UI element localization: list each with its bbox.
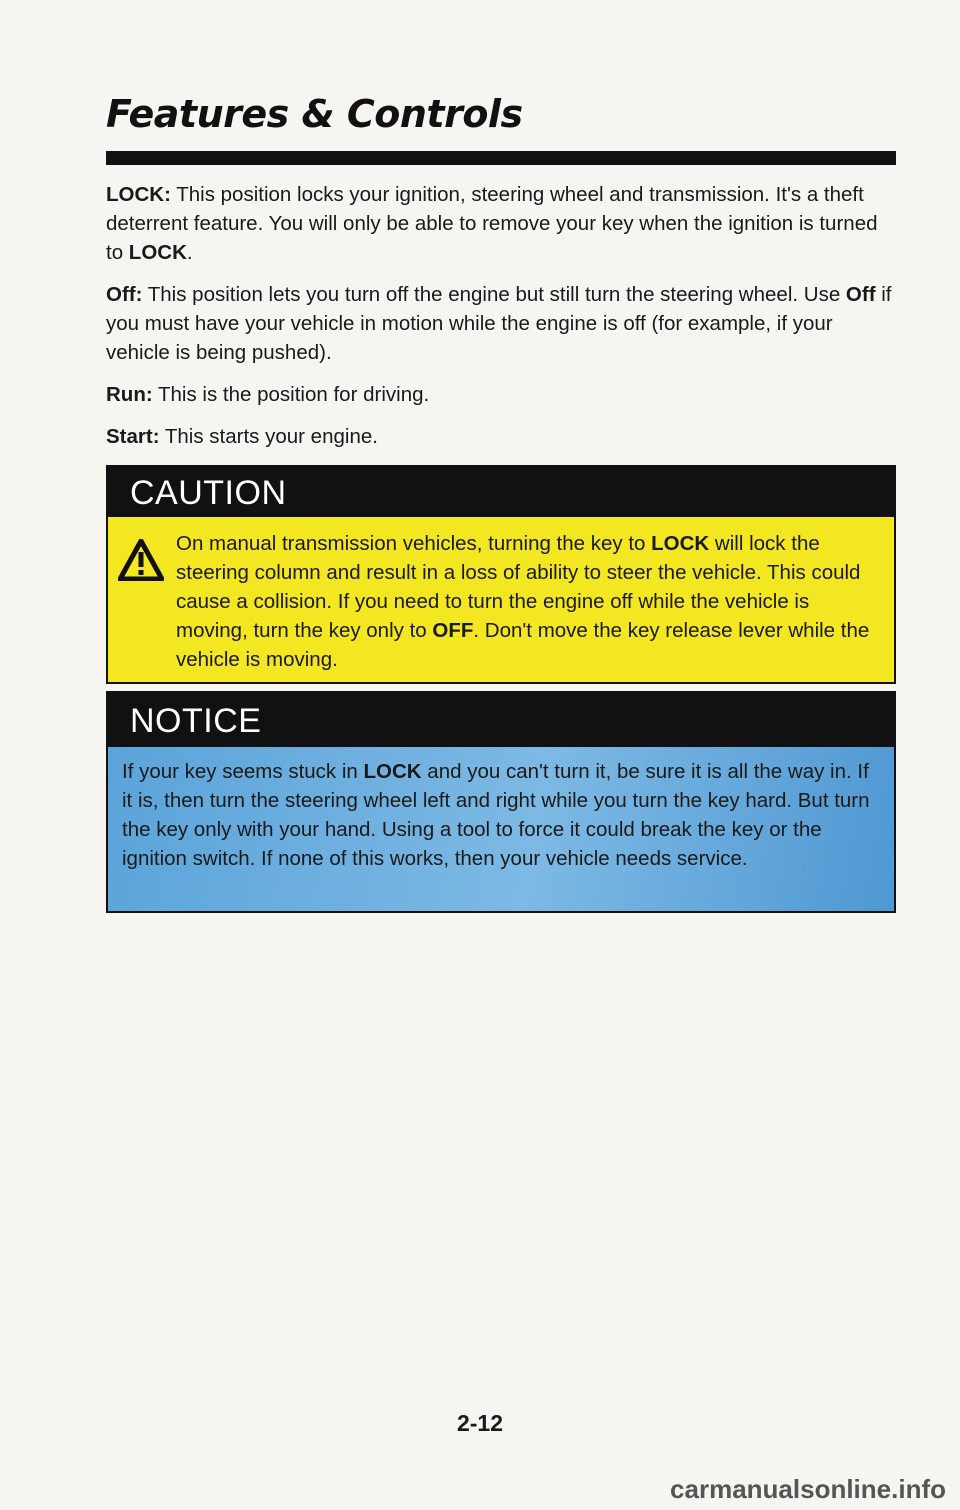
run-term: Run: (106, 383, 153, 406)
page-number: 2-12 (456, 1410, 504, 1436)
ignition-positions-text (106, 180, 896, 464)
run-text: This is the position for driving. (152, 383, 430, 406)
off-text-2: if you must have your vehicle in motion while the engine is off (for example, if your vehicle is being pushed). (106, 283, 892, 364)
notice-box (106, 691, 896, 913)
notice-body (108, 747, 894, 883)
start-paragraph (106, 422, 896, 451)
caution-header: CAUTION (108, 467, 894, 517)
run-paragraph (106, 380, 896, 409)
lock-paragraph (106, 180, 896, 267)
notice-header: NOTICE (108, 693, 894, 747)
notice-text-1: If your key seems stuck in (122, 760, 364, 783)
header-rule (106, 151, 896, 165)
start-term: Start: (106, 425, 160, 448)
caution-strong-lock: LOCK (651, 532, 710, 555)
caution-text-1: On manual transmission vehicles, turning the key to (176, 532, 652, 555)
watermark: carmanualsonline.info (670, 1474, 946, 1504)
lock-text-2: . (186, 241, 193, 264)
lock-term: LOCK: (106, 183, 171, 206)
off-term: Off: (106, 283, 143, 306)
off-paragraph (106, 280, 896, 367)
warning-triangle-icon (118, 539, 164, 581)
caution-text-3: . Don't move the key release lever while the vehicle is moving. (176, 619, 870, 671)
caution-text-2: will lock the steering column and result in a loss of ability to steer the vehicle. This could cause a collision. If you need to turn the engine off while the vehicle is moving, turn the key only to (176, 532, 861, 642)
notice-strong-lock: LOCK (363, 760, 422, 783)
off-text-1: This position lets you turn off the engine but still turn the steering wheel. Use (142, 283, 846, 306)
notice-text-2: and you can't turn it, be sure it is all the way in. If it is, then turn the steering wheel left and right while you turn the key hard. But turn the key only with your hand. Using a tool to force it could break the key or the ignition switch. If none of this works, then your vehicle needs service. (122, 760, 870, 870)
caution-strong-off: OFF (432, 619, 474, 642)
page-title: Features & Controls (106, 92, 523, 136)
lock-text-1: This position locks your ignition, steering wheel and transmission. It's a theft deterrent feature. You will only be able to remove your key when the ignition is turned to (106, 183, 878, 264)
off-strong: Off (845, 283, 876, 306)
lock-strong: LOCK (128, 241, 187, 264)
caution-box (106, 465, 896, 684)
start-text: This starts your engine. (159, 425, 378, 448)
caution-body (108, 517, 894, 684)
